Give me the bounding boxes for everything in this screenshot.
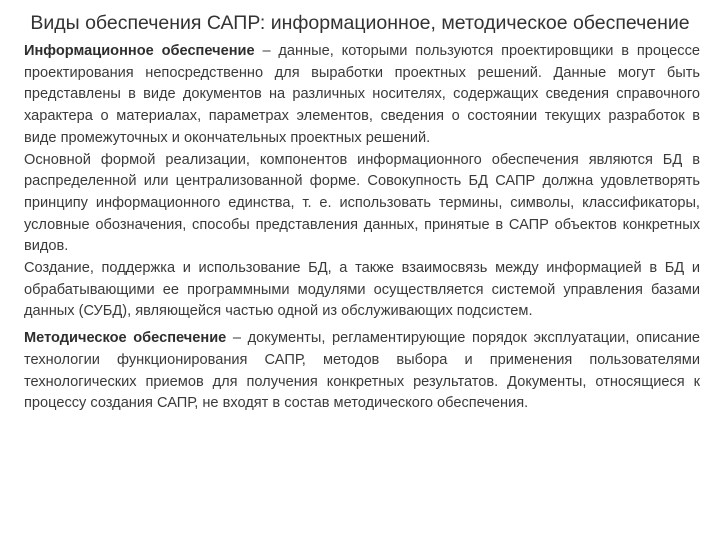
paragraph-text: – данные, которыми пользуются проектировщики в процессе проектирования непосредственно для выработки проектных решений. Данные могут быть представлены в виде документов на различных носителях, содержащих сведения справочного характера о материалах, параметрах элементов, сведения о состоянии текущих разработок в виде промежуточных и окончательных проектных решений.	[24, 43, 700, 146]
slide-body	[24, 41, 700, 415]
paragraph-text: – документы, регламентирующие порядок эксплуатации, описание технологии функционирования САПР, методов выбора и применения пользователями технологических приемов для получения конкретных результатов. Документы, относящиеся к процессу создания САПР, не входят в состав методического обеспечения.	[24, 330, 701, 412]
paragraph-information-support	[24, 41, 700, 150]
paragraph-text: Создание, поддержка и использование БД, а также взаимосвязь между информацией в БД и обрабатывающими ее программными модулями осуществляется системой управления базами данных (СУБД), являющейся частью одной из обслуживающих подсистем.	[24, 260, 700, 320]
paragraph-methodical-support	[24, 328, 700, 415]
term-information-support: Информационное обеспечение	[24, 43, 255, 59]
term-methodical-support: Методическое обеспечение	[24, 330, 227, 347]
slide-title: Виды обеспечения САПР: информационное, методическое обеспечение	[30, 12, 690, 34]
paragraph-text: Основной формой реализации, компонентов информационного обеспечения являются БД в распределенной или централизованной форме. Совокупность БД САПР должна удовлетворять принципу информационного единства, т. е. использовать термины, символы, классификаторы, условные обозначения, способы представления данных, принятые в САПР объектов конкретных видов.	[24, 151, 700, 255]
paragraph-databases	[24, 150, 700, 259]
paragraph-dbms	[24, 258, 700, 323]
